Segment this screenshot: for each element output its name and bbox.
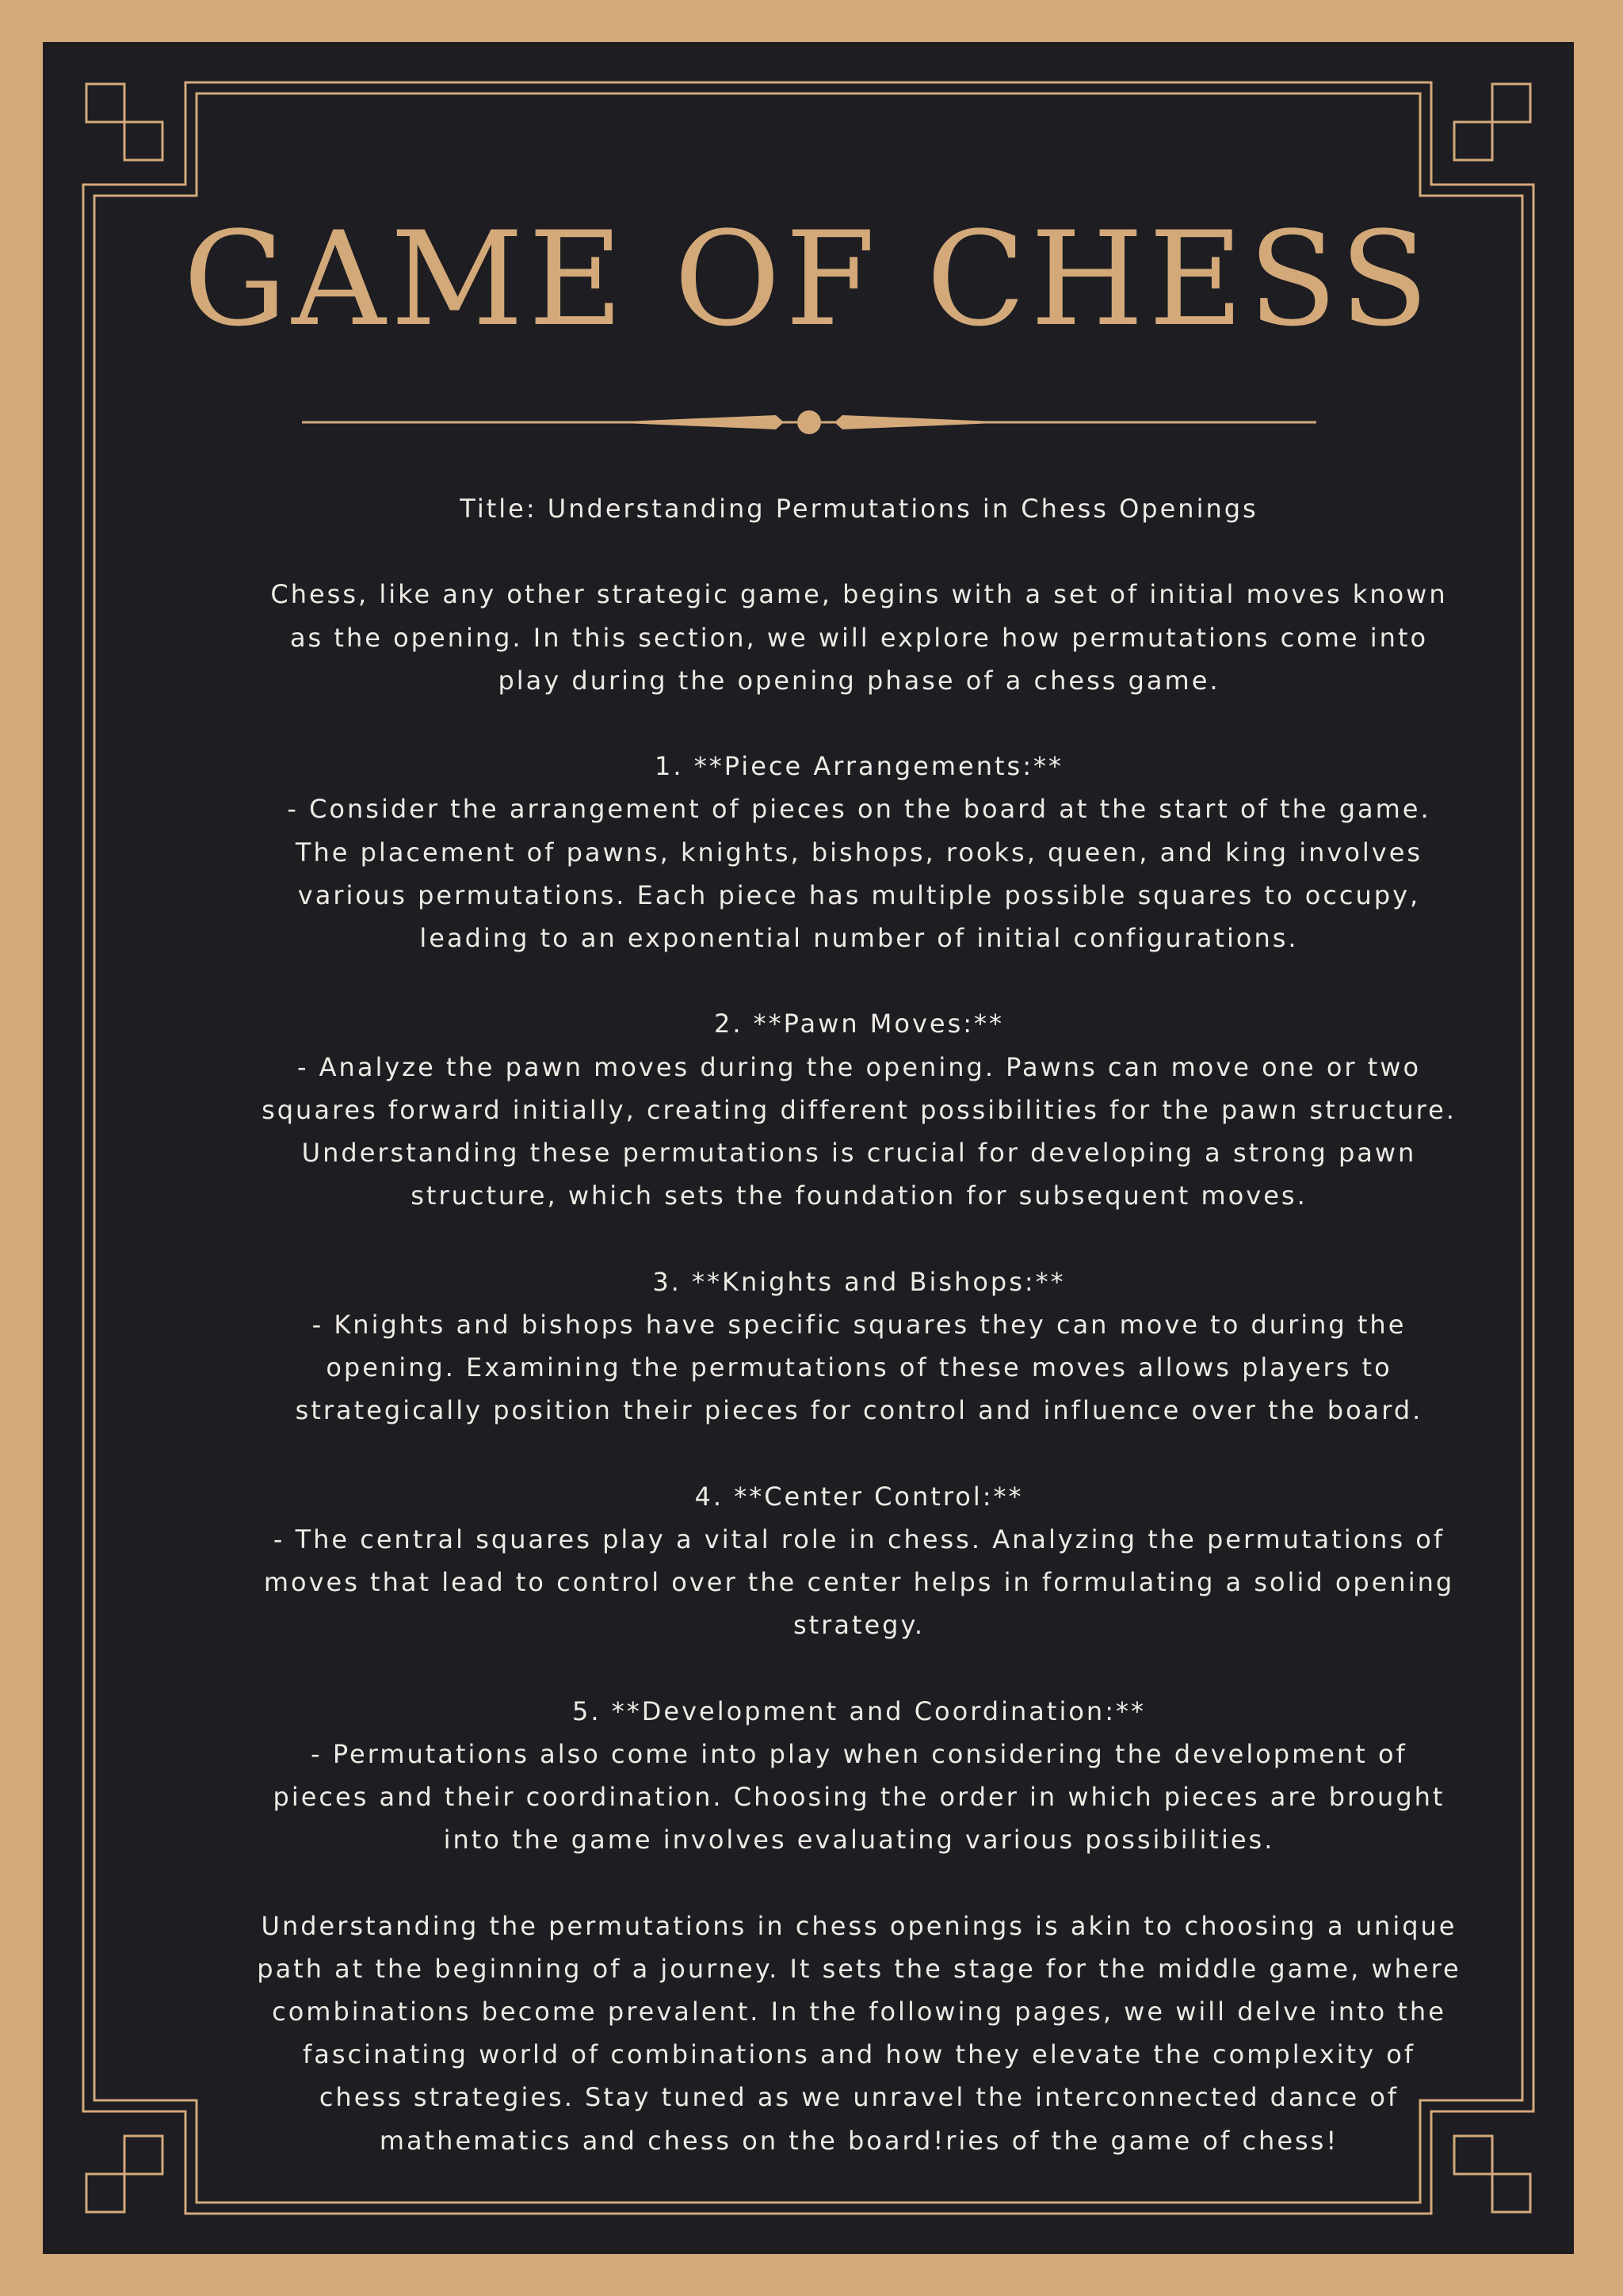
text-line: - Analyze the pawn moves during the opening. Pawns can move one or two (296, 1051, 1422, 1082)
text-line: as the opening. In this section, we will explore how permutations come into (289, 622, 1429, 653)
text-line: path at the beginning of a journey. It sets the stage for the middle game, where (257, 1953, 1461, 1984)
corner-square-icon (1454, 122, 1492, 160)
section-heading: 5. **Development and Coordination:** (572, 1695, 1146, 1726)
corner-square-icon (1492, 2174, 1530, 2212)
corner-square-icon (86, 2174, 124, 2212)
text-line: Chess, like any other strategic game, begins with a set of initial moves known (270, 579, 1448, 610)
text-line: play during the opening phase of a chess game. (498, 665, 1220, 696)
text-line: - Permutations also come into play when considering the development of (311, 1738, 1407, 1769)
section-pawn-moves (162, 1002, 1556, 1217)
text-line: - Consider the arrangement of pieces on the board at the start of the game. (287, 794, 1431, 825)
text-line: squares forward initially, creating different possibilities for the pawn structure. (262, 1094, 1457, 1125)
section-heading: 1. **Piece Arrangements:** (655, 751, 1064, 782)
text-line: mathematics and chess on the board!ries of the game of chess! (379, 2125, 1339, 2156)
text-line: various permutations. Each piece has multiple possible squares to occupy, (297, 879, 1421, 910)
text-line: Understanding these permutations is crucial for developing a strong pawn (301, 1138, 1417, 1168)
text-line: Understanding the permutations in chess openings is akin to choosing a unique (261, 1910, 1457, 1941)
text-line: chess strategies. Stay tuned as we unravel the interconnected dance of (319, 2082, 1400, 2113)
corner-square-icon (1492, 84, 1530, 122)
section-knights-and-bishops (162, 1261, 1556, 1432)
poster-panel (43, 42, 1574, 2254)
intro-paragraph (162, 573, 1556, 702)
article-subtitle: Title: Understanding Permutations in Chess Openings (460, 494, 1258, 524)
ornamental-divider (302, 400, 1316, 444)
section-center-control (162, 1475, 1556, 1647)
text-line: The placement of pawns, knights, bishops, rooks, queen, and king involves (295, 837, 1423, 868)
text-line: structure, which sets the foundation for subsequent moves. (411, 1180, 1308, 1211)
text-line: strategy. (792, 1610, 926, 1641)
conclusion-paragraph (162, 1905, 1556, 2162)
section-development-and-coordination (162, 1690, 1556, 1862)
corner-square-icon (124, 122, 162, 160)
article-body (162, 487, 1556, 2162)
text-line: leading to an exponential number of initial configurations. (419, 923, 1299, 953)
text-line: combinations become prevalent. In the following pages, we will delve into the (272, 1997, 1446, 2027)
text-line: fascinating world of combinations and how they elevate the complexity of (302, 2039, 1416, 2070)
text-line: strategically position their pieces for control and influence over the board. (295, 1395, 1423, 1426)
section-heading: 2. **Pawn Moves:** (713, 1009, 1005, 1039)
text-line: into the game involves evaluating various possibilities. (443, 1825, 1275, 1855)
section-heading: 4. **Center Control:** (694, 1481, 1024, 1512)
text-line: moves that lead to control over the center helps in formulating a solid opening (263, 1567, 1455, 1597)
text-line: pieces and their coordination. Choosing the order in which pieces are brought (273, 1782, 1445, 1812)
section-piece-arrangements (162, 745, 1556, 959)
corner-square-icon (86, 84, 124, 122)
section-heading: 3. **Knights and Bishops:** (652, 1266, 1066, 1297)
corner-square-icon (124, 2136, 162, 2174)
page-title: GAME OF CHESS (183, 204, 1434, 355)
text-line: opening. Examining the permutations of these moves allows players to (326, 1352, 1392, 1383)
text-line: - Knights and bishops have specific squares they can move to during the (311, 1309, 1407, 1340)
text-line: - The central squares play a vital role in chess. Analyzing the permutations of (273, 1524, 1445, 1554)
